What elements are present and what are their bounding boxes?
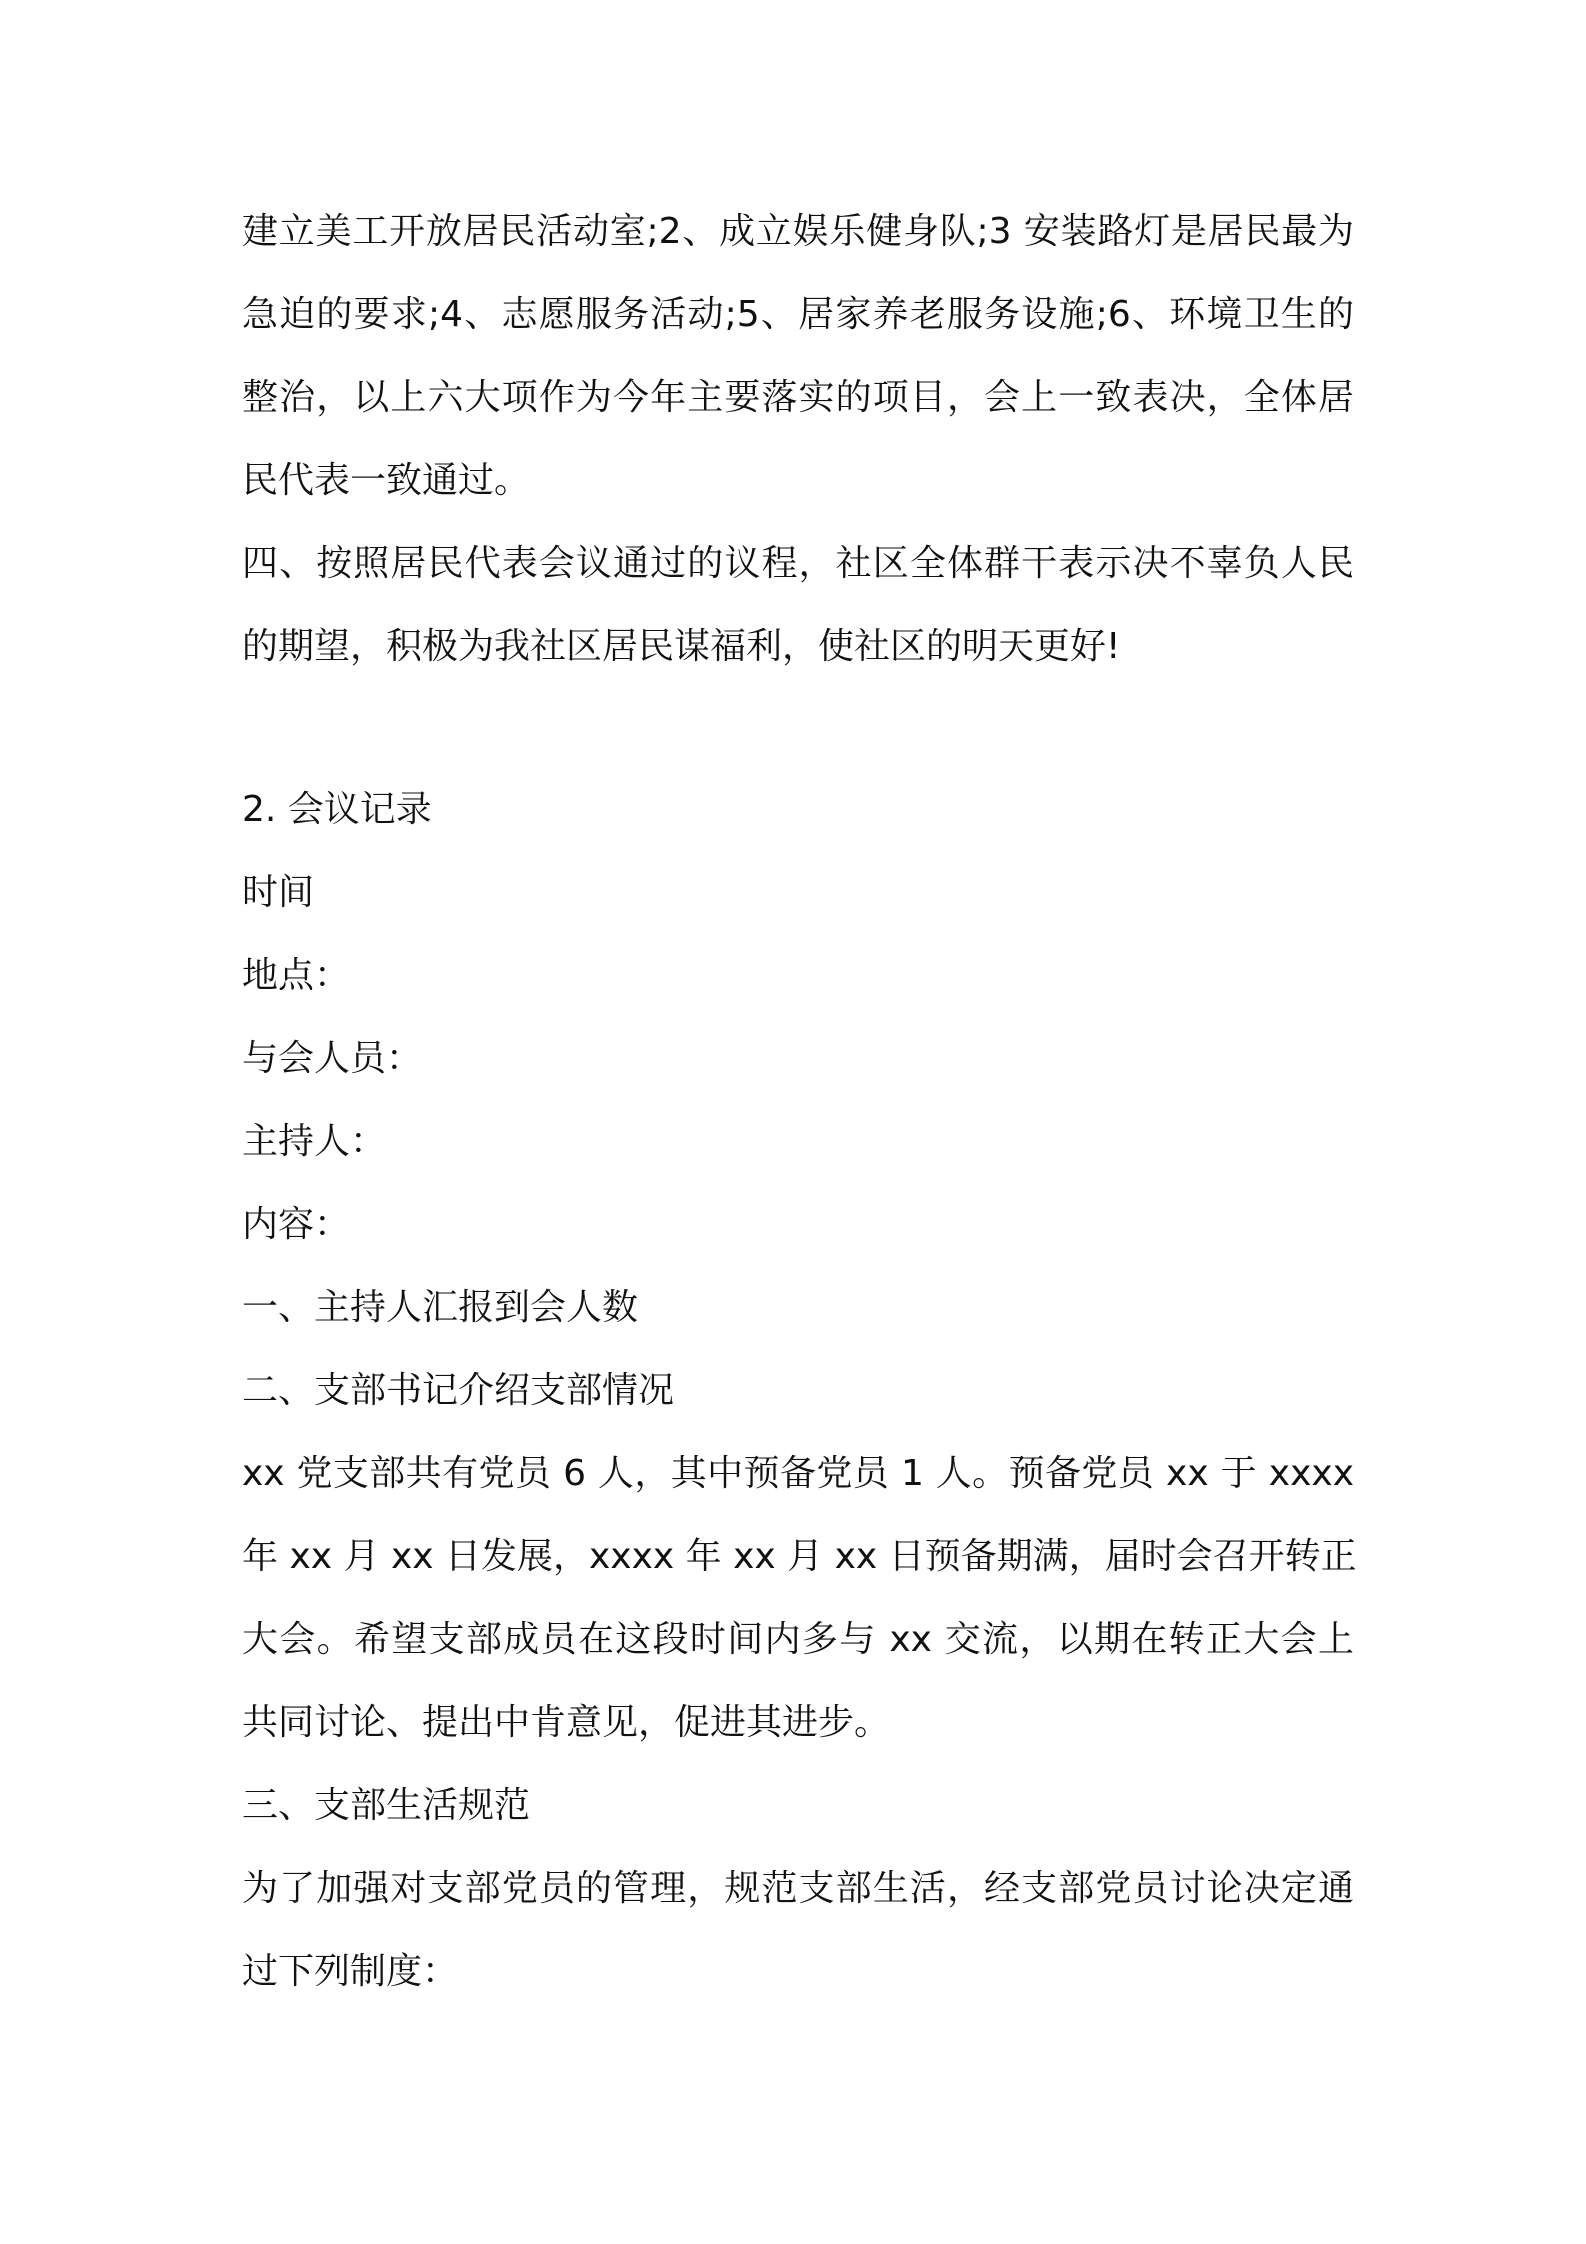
paragraph-line: 年 xx 月 xx 日发展，xxxx 年 xx 月 xx 日预备期满，届时会召开转正: [242, 1536, 1357, 1577]
paragraph-line: 急迫的要求;4、志愿服务活动;5、居家养老服务设施;6、环境卫生的: [242, 294, 1354, 335]
section-gap: [242, 688, 1354, 768]
paragraph-line: 整治，以上六大项作为今年主要落实的项目，会上一致表决，全体居: [242, 377, 1354, 418]
agenda-item-3: 三、支部生活规范: [242, 1785, 531, 1826]
field-label-content: 内容：: [242, 1204, 351, 1245]
paragraph-line: 四、按照居民代表会议通过的议程，社区全体群干表示决不辜负人民: [242, 543, 1354, 584]
paragraph-line: 大会。希望支部成员在这段时间内多与 xx 交流，以期在转正大会上: [242, 1619, 1354, 1660]
section-heading: 2. 会议记录: [242, 789, 432, 830]
field-label-host: 主持人：: [242, 1121, 387, 1162]
paragraph-line: 为了加强对支部党员的管理，规范支部生活，经支部党员讨论决定通: [242, 1868, 1354, 1909]
paragraph-line: 过下列制度：: [242, 1951, 459, 1992]
paragraph-line: 共同讨论、提出中肯意见，促进其进步。: [242, 1702, 891, 1743]
agenda-item-2: 二、支部书记介绍支部情况: [242, 1370, 675, 1411]
paragraph-line: 民代表一致通过。: [242, 460, 531, 501]
agenda-item-1: 一、主持人汇报到会人数: [242, 1287, 639, 1328]
field-label-attendees: 与会人员：: [242, 1038, 423, 1079]
paragraph-line: 建立美工开放居民活动室;2、成立娱乐健身队;3 安装路灯是居民最为: [242, 211, 1354, 252]
paragraph-line: 的期望，积极为我社区居民谋福利，使社区的明天更好!: [242, 626, 1121, 667]
field-label-time: 时间: [242, 872, 315, 913]
field-label-location: 地点：: [242, 955, 351, 996]
paragraph-line: xx 党支部共有党员 6 人，其中预备党员 1 人。预备党员 xx 于 xxxx: [242, 1453, 1354, 1494]
document-page: [242, 190, 1357, 2013]
